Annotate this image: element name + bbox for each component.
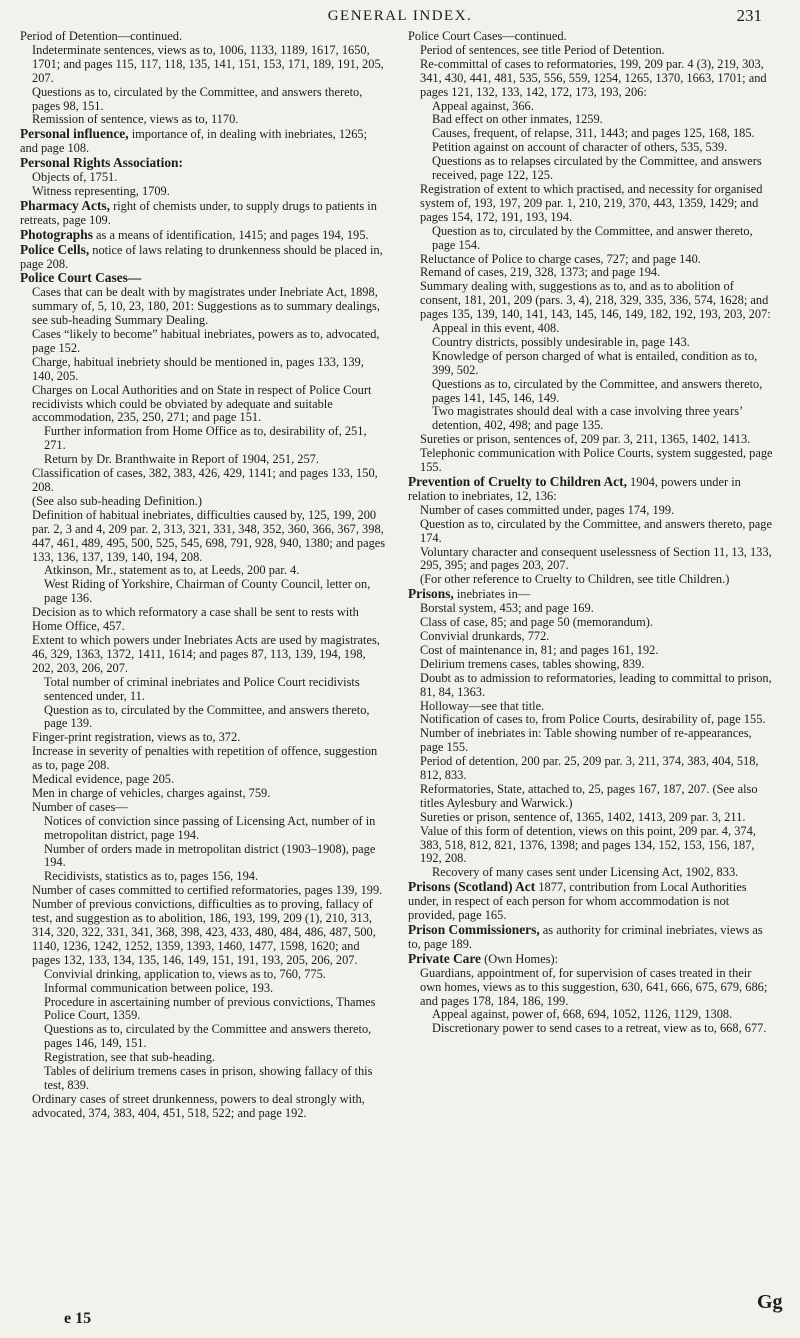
index-text: Definition of habitual inebriates, difficulties caused by, 125, 199, 200 par. 2, 3 and 4, 209 par. 2, 313, 321, 331, 348, 352, 360, 366, 367, 398, 447, 461, 489, 495, 500, 525, 545, 698, 791, 928, 940, 1380; and pages 133, 136, 137, 139, 140, 194, 208. (32, 507, 386, 564)
index-heading: Personal influence, (20, 126, 129, 142)
index-text: Decision as to which reformatory a case shall be sent to rests with Home Office, 457. (32, 605, 359, 634)
index-entry (408, 475, 774, 504)
index-entry (408, 573, 774, 587)
index-entry (408, 1008, 774, 1022)
index-entry (20, 113, 386, 127)
index-entry (408, 518, 774, 546)
index-text: Increase in severity of penalties with repetition of offence, suggestion as to, page 208. (32, 744, 378, 773)
index-text: Informal communication between police, 193. (44, 980, 274, 995)
index-entry (408, 967, 774, 1009)
index-entry (408, 713, 774, 727)
index-entry (408, 658, 774, 672)
index-entry (408, 952, 774, 967)
index-heading: Prisons, (408, 586, 454, 602)
index-text: Sureties or prison, sentences of, 209 par. 3, 211, 1365, 1402, 1413. (420, 432, 751, 447)
index-text: Remission of sentence, views as to, 1170. (32, 112, 239, 127)
index-entry (20, 156, 386, 171)
index-text: Discretionary power to send cases to a retreat, view as to, 668, 677. (432, 1021, 767, 1036)
index-entry (408, 783, 774, 811)
index-entry (408, 504, 774, 518)
index-text: Questions as to, circulated by the Committee, and answers thereto, pages 141, 145, 146, 149. (432, 376, 763, 405)
index-entry (408, 378, 774, 406)
index-entry (20, 843, 386, 871)
index-text: Convivial drunkards, 772. (420, 628, 550, 643)
index-text: Period of Detention—continued. (20, 29, 183, 43)
index-text: Class of case, 85; and page 50 (memorandum). (420, 615, 653, 630)
index-entry (20, 44, 386, 86)
index-text: inebriates in— (453, 587, 531, 602)
index-entry (20, 228, 386, 243)
index-entry (408, 587, 774, 602)
index-text: Return by Dr. Branthwaite in Report of 1904, 251, 257. (44, 452, 319, 467)
index-text: Registration of extent to which practised, and necessity for organised system of, 193, 197, 209 par. 1, 210, 219, 370, 443, 1359, 1429; and pages 154, 172, 191, 193, 194. (420, 181, 763, 224)
index-text: Atkinson, Mr., statement as to, at Leeds, 200 par. 4. (44, 563, 300, 578)
index-entry (20, 356, 386, 384)
index-entry (408, 266, 774, 280)
index-entry (20, 982, 386, 996)
index-text: Notification of cases to, from Police Courts, desirability of, page 155. (420, 712, 766, 727)
index-text: Period of detention, 200 par. 25, 209 par. 3, 211, 374, 383, 404, 518, 812, 833. (420, 754, 759, 783)
index-text: Knowledge of person charged of what is entailed, condition as to, 399, 502. (432, 348, 758, 377)
index-entry (20, 634, 386, 676)
index-text: (For other reference to Cruelty to Children, see title Children.) (420, 572, 730, 587)
index-heading: Prevention of Cruelty to Children Act, (408, 474, 627, 489)
index-text: Police Court Cases—continued. (408, 29, 567, 43)
index-text: Appeal against, power of, 668, 694, 1052, 1126, 1129, 1308. (432, 1007, 733, 1022)
index-text: Convivial drinking, application to, views as to, 760, 775. (44, 966, 326, 981)
index-entry (408, 727, 774, 755)
index-text: Further information from Home Office as to, desirability of, 251, 271. (44, 424, 367, 453)
index-entry (408, 336, 774, 350)
index-entry (20, 467, 386, 495)
index-text: (See also sub-heading Definition.) (32, 493, 202, 508)
index-entry (20, 884, 386, 898)
index-text: Appeal in this event, 408. (432, 321, 560, 336)
index-text: Appeal against, 366. (432, 98, 534, 113)
index-entry (408, 141, 774, 155)
index-text: Question as to, circulated by the Committee, and answer thereto, page 154. (432, 223, 753, 252)
index-text: Number of cases committed to certified reformatories, pages 139, 199. (32, 883, 383, 898)
index-text: Witness representing, 1709. (32, 183, 170, 198)
index-entry (408, 322, 774, 336)
index-entry (408, 866, 774, 880)
index-heading: Private Care (408, 950, 481, 966)
index-entry (408, 405, 774, 433)
index-entry (20, 30, 386, 44)
index-text: Holloway—see that title. (420, 698, 545, 713)
index-text: Tables of delirium tremens cases in prison, showing fallacy of this test, 839. (44, 1064, 373, 1092)
index-text: Summary dealing with, suggestions as to, and as to abolition of consent, 181, 201, 209 (pars. 3, 4), 218, 329, 335, 336, 574, 1628; and pages 135, 139, 140, 141, 143, 145, 146, 149, 182, 192, 193, 203, 207: (420, 279, 771, 322)
index-entry (20, 1093, 386, 1121)
index-text: Question as to, circulated by the Committee, and answers thereto, page 174. (420, 516, 772, 545)
index-entry (408, 755, 774, 783)
index-text: Reluctance of Police to charge cases, 727; and page 140. (420, 251, 701, 266)
index-entry (408, 616, 774, 630)
index-text: Procedure in ascertaining number of previous convictions, Thames Police Court, 1359. (44, 994, 376, 1023)
index-entry (408, 546, 774, 574)
index-text: 1904, powers under in relation to inebriates, 12, 136: (408, 475, 741, 503)
index-text: (Own Homes): (481, 951, 559, 966)
index-heading: Personal Rights Association: (20, 155, 183, 171)
index-text: Notices of conviction since passing of Licensing Act, number of in metropolitan district, page 194. (44, 813, 376, 842)
index-text: as a means of identification, 1415; and pages 194, 195. (92, 227, 369, 242)
index-entry (408, 700, 774, 714)
index-text: Number of previous convictions, difficulties as to proving, fallacy of test, and suggestion as to abolition, 186, 193, 199, 209 (1), 210, 313, 314, 320, 322, 331, 341, 368, 398, 423, 433, 480, 484, 486, 487, 500, 1140, 1236, 1242, 1252, 1359, 1393, 1460, 1477, 1598, 1620; and pages 132, 133, 134, 135, 146, 149, 151, 191, 193, 205, 206, 207. (32, 897, 376, 967)
index-heading: Photographs (20, 226, 93, 242)
index-text: Medical evidence, page 205. (32, 772, 175, 787)
index-text: Country districts, possibly undesirable in, page 143. (432, 334, 690, 349)
index-text: 1877, contribution from Local Authorities under, in respect of each person for whom accommodation is not provided, page 165. (408, 880, 747, 923)
running-title: GENERAL INDEX. (327, 8, 473, 24)
index-entry (20, 787, 386, 801)
index-entry (20, 286, 386, 328)
index-text: Number of orders made in metropolitan district (1903–1908), page 194. (44, 841, 376, 870)
index-entry (20, 606, 386, 634)
index-entry (20, 815, 386, 843)
right-column (408, 30, 774, 1036)
index-entry (20, 968, 386, 982)
index-entry (20, 243, 386, 272)
index-entry (408, 225, 774, 253)
index-text: Cases “likely to become” habitual inebriates, powers as to, advocated, page 152. (32, 327, 380, 355)
index-entry (20, 745, 386, 773)
index-entry (408, 825, 774, 867)
index-text: importance of, in dealing with inebriates, 1265; and page 108. (20, 127, 368, 156)
index-text: Ordinary cases of street drunkenness, powers to deal strongly with, advocated, 374, 383, 404, 451, 518, 522; and page 192. (32, 1091, 365, 1120)
index-text: Registration, see that sub-heading. (44, 1050, 216, 1065)
index-text: Petition against on account of character of others, 535, 539. (432, 140, 728, 155)
index-entry (408, 923, 774, 952)
index-text: Re-committal of cases to reformatories, 199, 209 par. 4 (3), 219, 303, 341, 430, 441, 481, 535, 556, 559, 1254, 1265, 1370, 1663, 1701; and pages 121, 132, 133, 142, 172, 173, 193, 206: (420, 56, 767, 99)
index-entry (408, 183, 774, 225)
index-text: right of chemists under, to supply drugs to patients in retreats, page 109. (20, 198, 377, 227)
index-text: Guardians, appointment of, for supervision of cases treated in their own homes, views as to this suggestion, 630, 641, 666, 675, 679, 686; and pages 178, 184, 186, 199. (420, 965, 768, 1008)
index-text: Voluntary character and consequent uselessness of Section 11, 13, 133, 295, 395; and pages 203, 207. (420, 544, 772, 573)
index-entry (408, 672, 774, 700)
index-entry (20, 870, 386, 884)
index-text: Number of inebriates in: Table showing number of re-appearances, page 155. (420, 726, 752, 755)
index-text: Telephonic communication with Police Courts, system suggested, page 155. (420, 446, 773, 475)
index-entry (20, 495, 386, 509)
index-entry (20, 898, 386, 968)
index-entry (20, 127, 386, 156)
index-text: Recovery of many cases sent under Licensing Act, 1902, 833. (432, 865, 739, 880)
index-text: Bad effect on other inmates, 1259. (432, 112, 603, 127)
index-entry (408, 127, 774, 141)
index-text: Classification of cases, 382, 383, 426, 429, 1141; and pages 133, 150, 208. (32, 466, 378, 494)
index-text: Number of cases committed under, pages 174, 199. (420, 502, 675, 517)
index-entry (408, 880, 774, 923)
signature-mark-left: e 15 (64, 1310, 92, 1327)
index-entry (20, 564, 386, 578)
index-heading: Prisons (Scotland) Act (408, 879, 536, 895)
index-entry (20, 801, 386, 815)
index-text: Period of sentences, see title Period of Detention. (420, 42, 665, 57)
index-entry (408, 1022, 774, 1036)
index-entry (20, 271, 386, 286)
index-entry (20, 425, 386, 453)
index-text: Questions as to, circulated by the Committee and answers thereto, pages 146, 149, 151. (44, 1022, 372, 1051)
index-entry (20, 578, 386, 606)
index-entry (20, 704, 386, 732)
index-entry (408, 100, 774, 114)
index-entry (20, 453, 386, 467)
index-text: Sureties or prison, sentence of, 1365, 1402, 1413, 209 par. 3, 211. (420, 809, 746, 824)
index-text: Total number of criminal inebriates and Police Court recidivists sentenced under, 11. (44, 674, 360, 703)
index-entry (20, 509, 386, 565)
left-column (20, 30, 386, 1121)
index-text: Men in charge of vehicles, charges against, 759. (32, 785, 271, 800)
index-text: Questions as to, circulated by the Committee, and answers thereto, pages 98, 151. (32, 84, 363, 113)
index-entry (408, 58, 774, 100)
index-entry (20, 199, 386, 228)
index-entry (20, 328, 386, 356)
signature-mark-right: Gg (757, 1291, 783, 1313)
index-text: Number of cases— (32, 799, 128, 814)
index-text: West Riding of Yorkshire, Chairman of County Council, letter on, page 136. (44, 577, 371, 606)
page-number: 231 (736, 6, 762, 25)
index-text: Indeterminate sentences, views as to, 1006, 1133, 1189, 1617, 1650, 1701; and pages 115, 117, 118, 135, 141, 151, 153, 171, 189, 191, 205, 207. (32, 42, 384, 85)
index-entry (408, 253, 774, 267)
index-text: Recidivists, statistics as to, pages 156, 194. (44, 869, 259, 884)
index-heading: Police Cells, (20, 241, 90, 257)
index-entry (408, 30, 774, 44)
index-entry (20, 1023, 386, 1051)
index-text: Reformatories, State, attached to, 25, pages 167, 187, 207. (See also titles Aylesbury and Warwick.) (420, 781, 758, 810)
index-entry (20, 1065, 386, 1093)
index-text: Charge, habitual inebriety should be mentioned in, pages 133, 139, 140, 205. (32, 354, 364, 383)
index-text: Value of this form of detention, views on this point, 209 par. 4, 374, 383, 518, 812, 821, 1376, 1398; and pages 134, 152, 153, 156, 187, 192, 208. (420, 823, 756, 866)
index-entry (408, 113, 774, 127)
index-entry (20, 86, 386, 114)
index-entry (408, 280, 774, 322)
index-entry (20, 1051, 386, 1065)
index-entry (20, 773, 386, 787)
index-entry (408, 44, 774, 58)
index-entry (408, 811, 774, 825)
index-text: Doubt as to admission to reformatories, leading to committal to prison, 81, 84, 1363. (420, 670, 772, 699)
index-entry (20, 185, 386, 199)
index-text: Extent to which powers under Inebriates Acts are used by magistrates, 46, 329, 1363, 1372, 1411, 1614; and pages 87, 113, 139, 194, 198, 202, 203, 206, 207. (32, 632, 380, 675)
index-entry (20, 171, 386, 185)
index-heading: Police Court Cases— (20, 270, 142, 286)
index-text: Causes, frequent, of relapse, 311, 1443; and pages 125, 168, 185. (432, 126, 755, 141)
index-entry (408, 447, 774, 475)
index-heading: Pharmacy Acts, (20, 197, 110, 213)
index-text: Cases that can be dealt with by magistrates under Inebriate Act, 1898, summary of, 5, 10, 23, 180, 201: Suggestions as to summary dealings, see sub-heading Summary Dealing. (32, 285, 380, 328)
index-entry (408, 155, 774, 183)
index-text: Objects of, 1751. (32, 170, 118, 185)
index-entry (20, 996, 386, 1024)
index-entry (20, 384, 386, 426)
index-text: Charges on Local Authorities and on State in respect of Police Court recidivists which could be obviated by adequate and suitable accommodation, 235, 250, 271; and page 151. (32, 382, 372, 425)
index-text: Remand of cases, 219, 328, 1373; and page 194. (420, 265, 661, 280)
index-text: Finger-print registration, views as to, 372. (32, 730, 241, 745)
page-header (0, 6, 800, 30)
index-text: Cost of maintenance in, 81; and pages 161, 192. (420, 642, 659, 657)
index-entry (408, 350, 774, 378)
index-entry (408, 602, 774, 616)
index-heading: Prison Commissioners, (408, 922, 540, 937)
index-text: as authority for criminal inebriates, views as to, page 189. (408, 923, 763, 951)
index-text: Questions as to relapses circulated by the Committee, and answers received, page 122, 125. (432, 154, 762, 183)
index-text: Delirium tremens cases, tables showing, 839. (420, 656, 645, 671)
index-text: Borstal system, 453; and page 169. (420, 601, 594, 616)
index-text: Two magistrates should deal with a case involving three years’ detention, 402, 498; and page 135. (432, 404, 743, 433)
index-entry (408, 630, 774, 644)
index-text: Question as to, circulated by the Committee, and answers thereto, page 139. (44, 702, 370, 731)
index-text: notice of laws relating to drunkenness should be placed in, page 208. (20, 242, 383, 271)
index-entry (408, 644, 774, 658)
index-entry (20, 731, 386, 745)
index-entry (408, 433, 774, 447)
index-entry (20, 676, 386, 704)
